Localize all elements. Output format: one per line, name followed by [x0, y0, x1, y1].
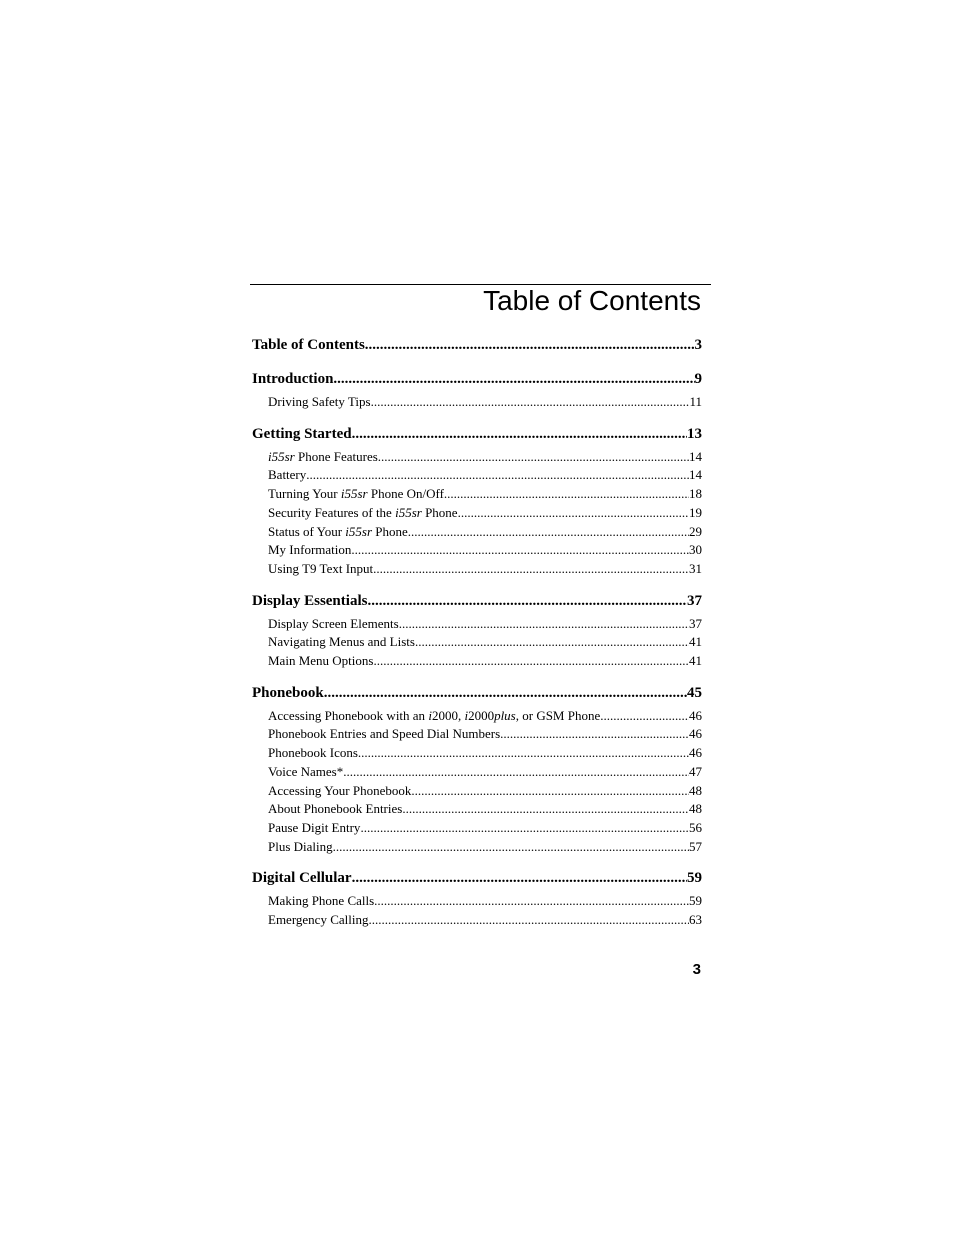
toc-section [252, 336, 702, 354]
toc-leader-dots [333, 370, 694, 388]
toc-entry-label: Display Essentials [252, 592, 368, 609]
toc-subentry[interactable] [252, 782, 702, 801]
toc-page-number: 46 [689, 745, 702, 761]
toc-subentry[interactable] [252, 652, 702, 671]
toc-page-number: 19 [689, 504, 702, 520]
toc-section [252, 425, 702, 579]
toc-entry-label: Using T9 Text Input [268, 560, 374, 576]
toc-chapter-entry[interactable] [252, 336, 702, 354]
toc-leader-dots [351, 541, 689, 560]
toc-entry-label: Voice Names* [268, 763, 344, 779]
toc-chapter-entry[interactable] [252, 425, 702, 443]
toc-page-number: 13 [687, 425, 702, 442]
toc-subentry[interactable] [252, 560, 702, 579]
toc-page-number: 46 [689, 726, 702, 742]
toc-page-number: 56 [689, 819, 702, 835]
toc-leader-dots [324, 684, 687, 702]
toc-page-number: 46 [689, 707, 702, 723]
toc-entry-label: Status of Your i55sr Phone [268, 523, 408, 539]
toc-section [252, 684, 702, 857]
toc-subentry[interactable] [252, 541, 702, 560]
toc-entry-label: Digital Cellular [252, 870, 352, 887]
toc-subentry[interactable] [252, 707, 702, 726]
toc-page-number: 47 [689, 763, 702, 779]
toc-subentry[interactable] [252, 819, 702, 838]
toc-entry-label: Phonebook [252, 684, 324, 701]
toc-leader-dots [373, 652, 689, 671]
toc-leader-dots [408, 523, 689, 542]
toc-subentry[interactable] [252, 838, 702, 857]
toc-leader-dots [360, 819, 689, 838]
toc-leader-dots [500, 725, 689, 744]
toc-subentry[interactable] [252, 615, 702, 634]
toc-entry-label: Accessing Phonebook with an i2000, i2000plus, or GSM Phone [268, 707, 601, 723]
toc-leader-dots [444, 485, 689, 504]
toc-page-number: 63 [689, 912, 702, 928]
toc-page-number: 41 [689, 653, 702, 669]
toc-entry-label: Getting Started [252, 425, 352, 442]
page-number: 3 [692, 961, 701, 978]
toc-entry-label: Pause Digit Entry [268, 819, 361, 835]
toc-subentry[interactable] [252, 448, 702, 467]
toc-entry-label: Introduction [252, 371, 334, 387]
toc-subentry[interactable] [252, 485, 702, 504]
page-title: Table of Contents [483, 285, 701, 316]
toc-entry-label: Plus Dialing [268, 838, 333, 854]
toc-page-number: 14 [689, 467, 702, 483]
toc-subentry[interactable] [252, 466, 702, 485]
toc-entry-label: Accessing Your Phonebook [268, 782, 412, 798]
toc-entry-label: Turning Your i55sr Phone On/Off [268, 486, 444, 502]
toc-page-number: 59 [687, 870, 702, 887]
toc-page-number: 3 [694, 337, 702, 353]
toc-chapter-entry[interactable] [252, 869, 702, 887]
toc-subentry[interactable] [252, 393, 702, 412]
toc-subentry[interactable] [252, 892, 702, 911]
toc-entry-label: My Information [268, 542, 352, 558]
toc-entry-label: Driving Safety Tips [268, 394, 371, 409]
toc-page-number: 29 [689, 523, 702, 539]
toc-entry-label: i55sr Phone Features [268, 448, 378, 464]
toc-subentry[interactable] [252, 504, 702, 523]
toc-entry-label: Phonebook Entries and Speed Dial Numbers [268, 726, 501, 742]
toc-leader-dots [373, 560, 689, 579]
toc-entry-label: Battery [268, 467, 307, 483]
toc-subentry[interactable] [252, 800, 702, 819]
toc-entry-label: Security Features of the i55sr Phone [268, 504, 458, 520]
toc-leader-dots [378, 448, 689, 467]
toc-entry-label: Main Menu Options [268, 653, 374, 669]
toc-section [252, 370, 702, 412]
toc-page-number: 41 [689, 634, 702, 650]
toc-leader-dots [358, 744, 689, 763]
toc-section [252, 869, 702, 929]
toc-leader-dots [333, 838, 689, 857]
toc-chapter-entry[interactable] [252, 684, 702, 702]
toc-page-number: 59 [689, 893, 702, 909]
toc-leader-dots [399, 615, 689, 634]
toc-entry-label: About Phonebook Entries [268, 801, 403, 817]
toc-page-number: 45 [687, 684, 702, 701]
toc-entry-label: Phonebook Icons [268, 745, 358, 761]
toc-leader-dots [402, 800, 689, 819]
toc-leader-dots [343, 763, 689, 782]
toc-entry-label: Emergency Calling [268, 912, 369, 928]
toc-page-number: 37 [689, 615, 702, 631]
toc-leader-dots [411, 782, 689, 801]
toc-page-number: 14 [689, 448, 702, 464]
toc-leader-dots [458, 504, 689, 523]
toc-chapter-entry[interactable] [252, 370, 702, 388]
toc-subentry[interactable] [252, 911, 702, 930]
toc-section [252, 592, 702, 671]
toc-entry-label: Making Phone Calls [268, 893, 375, 909]
toc-entry-label: Display Screen Elements [268, 615, 399, 631]
toc-leader-dots [368, 911, 689, 930]
toc-leader-dots [352, 869, 687, 887]
toc-chapter-entry[interactable] [252, 592, 702, 610]
toc-page-number: 48 [689, 782, 702, 798]
toc-page-number: 18 [689, 486, 702, 502]
toc-leader-dots [600, 707, 689, 726]
toc-subentry[interactable] [252, 725, 702, 744]
toc-leader-dots [365, 336, 695, 354]
toc-page-number: 30 [689, 542, 702, 558]
toc-leader-dots [371, 393, 690, 412]
toc-page-number: 31 [689, 560, 702, 576]
toc-entry-label: Table of Contents [252, 337, 365, 353]
toc-page-number: 48 [689, 801, 702, 817]
toc-page-number: 57 [689, 838, 702, 854]
toc-leader-dots [415, 633, 689, 652]
toc-entry-label: Navigating Menus and Lists [268, 634, 415, 650]
toc-leader-dots [306, 466, 689, 485]
toc-page-number: 11 [689, 394, 702, 409]
toc-page-number: 37 [687, 592, 702, 609]
toc-subentry[interactable] [252, 763, 702, 782]
toc-leader-dots [374, 892, 689, 911]
table-of-contents [252, 336, 702, 943]
toc-leader-dots [367, 592, 687, 610]
toc-subentry[interactable] [252, 744, 702, 763]
toc-subentry[interactable] [252, 523, 702, 542]
toc-leader-dots [352, 425, 687, 443]
toc-page-number: 9 [694, 371, 702, 387]
toc-subentry[interactable] [252, 633, 702, 652]
